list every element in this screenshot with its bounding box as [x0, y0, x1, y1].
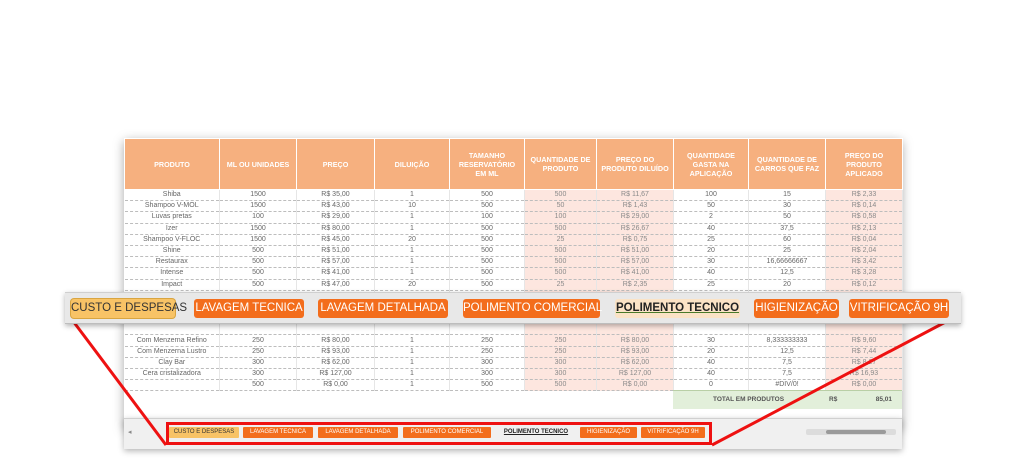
table-cell[interactable]: 12,5 — [749, 268, 826, 279]
table-cell[interactable]: 500 — [450, 245, 525, 256]
sheet-tab-custo[interactable]: CUSTO E DESPESAS — [169, 427, 239, 438]
table-cell[interactable]: Restaurax — [125, 257, 220, 268]
table-cell[interactable]: 500 — [450, 190, 525, 201]
tab-higienizacao[interactable]: HIGIENIZAÇÃO — [754, 299, 839, 318]
zoomed-tabs-bar — [65, 292, 961, 324]
column-header: ML OU UNIDADES — [220, 139, 297, 190]
table-cell[interactable]: 500 — [450, 380, 525, 391]
table-cell[interactable]: 25 — [674, 234, 749, 245]
table-cell[interactable]: 500 — [450, 279, 525, 290]
table-cell[interactable]: 25 — [674, 279, 749, 290]
table-cell[interactable]: 500 — [525, 268, 597, 279]
table-cell[interactable]: 7,5 — [749, 369, 826, 380]
table-cell[interactable]: Com Menzerna Refino — [125, 335, 220, 346]
table-cell[interactable]: 1500 — [220, 234, 297, 245]
table-cell[interactable]: 500 — [525, 223, 597, 234]
table-cell[interactable]: 20 — [375, 234, 450, 245]
table-cell[interactable]: 20 — [674, 245, 749, 256]
table-cell[interactable]: 30 — [749, 201, 826, 212]
table-cell[interactable]: 7,5 — [749, 357, 826, 368]
table-cell[interactable]: 50 — [525, 201, 597, 212]
sheet-tab-lavagem-detalhada[interactable]: LAVAGEM DETALHADA — [318, 427, 398, 438]
table-cell[interactable]: 1 — [375, 257, 450, 268]
table-cell[interactable]: 1500 — [220, 201, 297, 212]
column-header: PREÇO — [297, 139, 375, 190]
table-cell[interactable]: 100 — [674, 190, 749, 201]
table-cell[interactable]: 1 — [375, 357, 450, 368]
table-cell[interactable]: 1 — [375, 380, 450, 391]
table-cell[interactable]: R$ 57,00 — [297, 257, 375, 268]
table-cell[interactable]: 250 — [220, 346, 297, 357]
table-cell[interactable]: 10 — [375, 201, 450, 212]
table-cell[interactable]: 0 — [674, 380, 749, 391]
table-cell[interactable]: R$ 51,00 — [297, 245, 375, 256]
table-cell[interactable]: 250 — [220, 335, 297, 346]
column-header: PRODUTO — [125, 139, 220, 190]
table-cell[interactable]: 250 — [525, 346, 597, 357]
table-cell[interactable]: 1 — [375, 335, 450, 346]
table-cell[interactable]: R$ 1,43 — [597, 201, 674, 212]
table-cell[interactable]: R$ 0,12 — [826, 279, 903, 290]
table-cell[interactable]: 500 — [450, 201, 525, 212]
callout-line-left — [70, 317, 166, 445]
table-cell[interactable]: 20 — [674, 346, 749, 357]
table-cell[interactable]: 500 — [450, 223, 525, 234]
table-cell[interactable]: 500 — [525, 190, 597, 201]
table-cell[interactable]: 500 — [220, 245, 297, 256]
table-cell[interactable]: 25 — [525, 279, 597, 290]
table-cell[interactable]: R$ 0,00 — [826, 380, 903, 391]
table-cell[interactable]: R$ 29,00 — [297, 212, 375, 223]
callout-line-right — [712, 317, 955, 445]
table-cell[interactable]: 15 — [749, 190, 826, 201]
table-cell[interactable]: R$ 62,00 — [297, 357, 375, 368]
table-cell[interactable]: 20 — [749, 279, 826, 290]
table-cell[interactable]: 1500 — [220, 190, 297, 201]
table-cell[interactable]: R$ 0,14 — [826, 201, 903, 212]
column-header: DILUIÇÃO — [375, 139, 450, 190]
table-cell[interactable]: 250 — [450, 346, 525, 357]
table-cell[interactable]: R$ 127,00 — [297, 369, 375, 380]
table-cell[interactable]: R$ 51,00 — [597, 245, 674, 256]
table-cell[interactable]: R$ 35,00 — [297, 190, 375, 201]
table-cell[interactable]: R$ 41,00 — [597, 268, 674, 279]
table-cell[interactable]: 25 — [525, 234, 597, 245]
table-cell[interactable]: 300 — [220, 369, 297, 380]
scroll-left-icon[interactable]: ◂ — [128, 429, 132, 436]
table-cell[interactable]: R$ 0,58 — [826, 212, 903, 223]
table-cell[interactable]: 1 — [375, 369, 450, 380]
table-cell[interactable]: 300 — [525, 357, 597, 368]
table-cell[interactable]: 30 — [674, 335, 749, 346]
sheet-tab-polimento-comercial[interactable]: POLIMENTO COMERCIAL — [403, 427, 491, 438]
table-cell[interactable]: Shiba — [125, 190, 220, 201]
table-cell[interactable]: 1 — [375, 223, 450, 234]
sheet-tab-lavagem-tecnica[interactable]: LAVAGEM TECNICA — [243, 427, 313, 438]
table-cell[interactable]: 300 — [450, 369, 525, 380]
table-cell[interactable]: Clay Bar — [125, 357, 220, 368]
table-cell[interactable]: R$ 2,13 — [826, 223, 903, 234]
table-cell[interactable]: Intense — [125, 268, 220, 279]
table-cell[interactable]: R$ 0,75 — [597, 234, 674, 245]
total-value: 85,01 — [875, 396, 892, 403]
column-header: TAMANHO RESERVATÓRIO EM ML — [450, 139, 525, 190]
table-cell[interactable]: 40 — [674, 369, 749, 380]
table-cell[interactable]: R$ 16,93 — [826, 369, 903, 380]
column-header: QUANTIDADE DE CARROS QUE FAZ — [749, 139, 826, 190]
tab-custo-e-despesas[interactable]: CUSTO E DESPESAS — [71, 299, 175, 318]
table-cell[interactable]: 100 — [525, 212, 597, 223]
table-cell[interactable]: R$ 93,00 — [597, 346, 674, 357]
table-cell[interactable]: 20 — [375, 279, 450, 290]
table-cell[interactable]: R$ 26,67 — [597, 223, 674, 234]
table-cell[interactable]: R$ 29,00 — [597, 212, 674, 223]
tab-polimento-tecnico[interactable]: POLIMENTO TECNICO — [615, 299, 740, 318]
table-cell[interactable]: 16,66666667 — [749, 257, 826, 268]
table-cell[interactable]: 250 — [450, 335, 525, 346]
table-cell[interactable]: R$ 93,00 — [297, 346, 375, 357]
sheet-tab-higienizacao[interactable]: HIGIENIZAÇÃO — [580, 427, 637, 438]
table-cell[interactable]: Impact — [125, 279, 220, 290]
table-cell[interactable]: R$ 8,27 — [826, 357, 903, 368]
table-cell[interactable]: 500 — [450, 268, 525, 279]
table-cell[interactable]: 500 — [220, 380, 297, 391]
table-cell[interactable]: 1 — [375, 245, 450, 256]
sheet-tab-vitrificacao[interactable]: VITRIFICAÇÃO 9H — [641, 427, 705, 438]
table-cell[interactable]: 100 — [220, 212, 297, 223]
column-header: PREÇO DO PRODUTO DILUÍDO — [597, 139, 674, 190]
table-cell[interactable]: 1 — [375, 346, 450, 357]
table-cell[interactable]: Shampoo V-FLOC — [125, 234, 220, 245]
table-cell[interactable]: R$ 62,00 — [597, 357, 674, 368]
table-cell[interactable]: Shine — [125, 245, 220, 256]
tab-polimento-comercial[interactable]: POLIMENTO COMERCIAL — [463, 299, 600, 318]
table-cell[interactable]: 40 — [674, 357, 749, 368]
table-cell[interactable]: R$ 80,00 — [597, 335, 674, 346]
table-cell[interactable]: R$ 80,00 — [297, 335, 375, 346]
table-cell[interactable]: 500 — [525, 257, 597, 268]
table-cell[interactable]: 50 — [749, 212, 826, 223]
table-cell[interactable]: 500 — [220, 257, 297, 268]
table-cell[interactable]: 500 — [525, 245, 597, 256]
table-cell[interactable]: 500 — [220, 279, 297, 290]
table-cell[interactable]: R$ 57,00 — [597, 257, 674, 268]
table-cell[interactable]: 1500 — [220, 223, 297, 234]
sheet-tab-polimento-tecnico[interactable]: POLIMENTO TECNICO — [496, 427, 576, 438]
table-cell[interactable]: R$ 3,42 — [826, 257, 903, 268]
table-cell[interactable]: 100 — [450, 212, 525, 223]
table-cell[interactable]: 500 — [220, 268, 297, 279]
table-cell[interactable]: Luvas pretas — [125, 212, 220, 223]
table-cell[interactable]: 500 — [450, 234, 525, 245]
table-cell[interactable]: Cera cristalizadora — [125, 369, 220, 380]
table-cell[interactable]: R$ 9,60 — [826, 335, 903, 346]
table-cell[interactable]: 60 — [749, 234, 826, 245]
table-cell[interactable]: R$ 11,67 — [597, 190, 674, 201]
table-cell[interactable]: R$ 0,00 — [597, 380, 674, 391]
table-cell[interactable]: 300 — [525, 369, 597, 380]
table-cell[interactable]: R$ 47,00 — [297, 279, 375, 290]
table-cell[interactable]: R$ 2,33 — [826, 190, 903, 201]
table-cell[interactable]: R$ 0,04 — [826, 234, 903, 245]
table-cell[interactable]: 2 — [674, 212, 749, 223]
table-cell[interactable]: 8,333333333 — [749, 335, 826, 346]
column-header: PREÇO DO PRODUTO APLICADO — [826, 139, 903, 190]
table-cell[interactable]: 37,5 — [749, 223, 826, 234]
tab-lavagem-tecnica[interactable]: LAVAGEM TECNICA — [194, 299, 304, 318]
total-label: TOTAL EM PRODUTOS — [713, 396, 785, 403]
table-cell[interactable]: 40 — [674, 223, 749, 234]
table-cell[interactable]: 300 — [220, 357, 297, 368]
table-cell[interactable]: 250 — [525, 335, 597, 346]
table-cell[interactable]: 1 — [375, 190, 450, 201]
table-cell[interactable]: 25 — [749, 245, 826, 256]
table-cell[interactable]: Shampoo V-MOL — [125, 201, 220, 212]
table-cell[interactable]: R$ 2,04 — [826, 245, 903, 256]
table-cell[interactable]: Izer — [125, 223, 220, 234]
table-cell[interactable]: 300 — [450, 357, 525, 368]
tab-lavagem-detalhada[interactable]: LAVAGEM DETALHADA — [318, 299, 448, 318]
table-cell[interactable]: 500 — [450, 257, 525, 268]
column-header: QUANTIDADE DE PRODUTO — [525, 139, 597, 190]
table-cell[interactable]: R$ 2,35 — [597, 279, 674, 290]
table-cell[interactable]: R$ 80,00 — [297, 223, 375, 234]
table-cell[interactable]: #DIV/0! — [749, 380, 826, 391]
table-cell[interactable]: 40 — [674, 268, 749, 279]
table-cell[interactable]: 1 — [375, 212, 450, 223]
table-cell[interactable]: R$ 7,44 — [826, 346, 903, 357]
table-cell[interactable]: 30 — [674, 257, 749, 268]
table-cell[interactable]: Com Menzerna Lustro — [125, 346, 220, 357]
tab-vitrificacao-9h[interactable]: VITRIFICAÇÃO 9H — [849, 299, 949, 318]
table-cell[interactable]: 50 — [674, 201, 749, 212]
table-cell[interactable]: R$ 127,00 — [597, 369, 674, 380]
table-cell[interactable]: R$ 41,00 — [297, 268, 375, 279]
table-cell[interactable]: R$ 43,00 — [297, 201, 375, 212]
column-header: QUANTIDADE GASTA NA APLICAÇÃO — [674, 139, 749, 190]
total-currency: R$ — [829, 396, 838, 403]
table-cell[interactable]: R$ 3,28 — [826, 268, 903, 279]
table-cell[interactable]: R$ 45,00 — [297, 234, 375, 245]
table-cell[interactable]: R$ 0,00 — [297, 380, 375, 391]
table-cell[interactable]: 12,5 — [749, 346, 826, 357]
table-cell[interactable]: 1 — [375, 268, 450, 279]
table-cell[interactable]: 500 — [525, 380, 597, 391]
